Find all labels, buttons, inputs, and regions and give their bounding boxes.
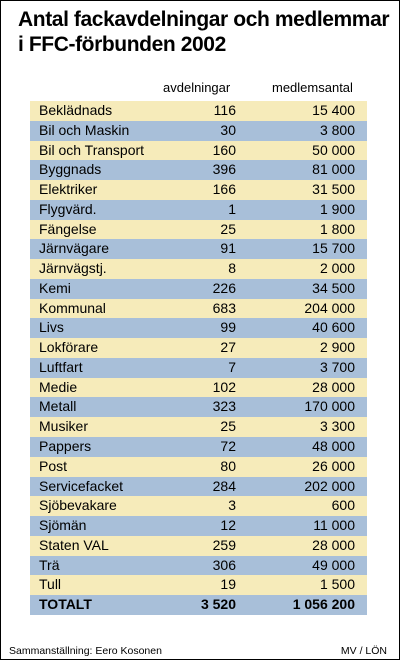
row-medlemsantal: 170 000 [304,398,355,415]
row-name: Pappers [39,438,92,455]
table-row [30,239,367,259]
table-row [30,220,367,240]
table-row [30,180,367,200]
row-medlemsantal: 3 300 [319,418,355,435]
row-name: Elektriker [39,181,98,198]
row-avdelningar: 19 [220,576,236,593]
row-name: Tull [39,576,62,593]
row-name: Fängelse [39,220,97,237]
table-row [30,358,367,378]
row-name: Musiker [39,418,89,435]
table-row [30,318,367,338]
row-avdelningar: 25 [220,418,236,435]
row-avdelningar: 160 [212,141,236,158]
row-avdelningar: 27 [220,339,236,356]
row-name: Järnvägstj. [39,260,107,277]
row-medlemsantal: 204 000 [304,299,355,316]
row-avdelningar: 12 [220,517,236,534]
footer-source: MV / LÖN [340,645,387,657]
row-medlemsantal: 40 600 [312,319,355,336]
table-row [30,397,367,417]
row-medlemsantal: 202 000 [304,477,355,494]
row-medlemsantal: 2 900 [319,339,355,356]
row-medlemsantal: 1 900 [319,200,355,217]
row-medlemsantal: 28 000 [312,536,355,553]
table-row [30,437,367,457]
row-medlemsantal: 11 000 [313,517,355,534]
row-medlemsantal: 26 000 [312,457,355,474]
row-medlemsantal: 15 400 [312,102,355,118]
column-header-avdelningar: avdelningar [163,80,231,95]
row-name: Medie [39,378,78,395]
total-row [30,595,367,615]
table-row [30,338,367,358]
table-row [30,457,367,477]
table-row [30,101,367,121]
row-name: Bil och Transport [39,141,145,158]
row-medlemsantal: 48 000 [312,438,355,455]
table-row [30,121,367,141]
row-avdelningar: 396 [212,161,236,178]
table-row [30,141,367,161]
table-row [30,160,367,180]
table-row [30,575,367,595]
table-row [30,279,367,299]
row-medlemsantal: 34 500 [312,279,355,296]
row-medlemsantal: 1 800 [319,220,355,237]
table-row [30,536,367,556]
row-name: Post [39,457,68,474]
row-medlemsantal: 50 000 [312,141,355,158]
row-name: Kemi [39,279,71,296]
row-avdelningar: 30 [220,121,236,138]
row-name: Servicefacket [39,477,124,494]
row-avdelningar: 306 [212,556,236,573]
table-row [30,496,367,516]
total-label: TOTALT [39,596,92,613]
row-medlemsantal: 31 500 [312,181,355,198]
row-name: Staten VAL [39,536,109,553]
column-header-medlemsantal: medlemsantal [272,80,353,95]
row-avdelningar: 8 [228,260,236,277]
row-medlemsantal: 28 000 [312,378,355,395]
row-avdelningar: 25 [220,220,236,237]
chart-title-line-1: Antal fackavdelningar och medlemmar [18,8,390,31]
chart-title [18,7,389,57]
row-medlemsantal: 3 800 [319,121,355,138]
row-avdelningar: 259 [212,536,236,553]
row-name: Bil och Maskin [39,121,130,138]
table-row [30,516,367,536]
data-table [30,101,367,615]
row-name: Trä [39,556,60,573]
row-name: Metall [39,398,77,415]
row-avdelningar: 226 [212,279,236,296]
footer-credit: Sammanställning: Eero Kosonen [9,645,162,657]
row-name: Livs [39,319,64,336]
table-row [30,299,367,319]
row-avdelningar: 284 [212,477,236,494]
row-name: Sjöbevakare [39,497,117,514]
table-row [30,378,367,398]
table-row [30,259,367,279]
row-medlemsantal: 81 000 [312,161,355,178]
row-avdelningar: 323 [212,398,236,415]
row-avdelningar: 1 [228,200,236,217]
row-name: Luftfart [39,358,83,375]
row-name: Kommunal [39,299,106,316]
row-medlemsantal: 600 [331,497,355,514]
row-name: Byggnads [39,161,102,178]
row-name: Lokförare [39,339,99,356]
row-medlemsantal: 15 700 [312,240,355,257]
row-medlemsantal: 2 000 [319,260,355,277]
row-avdelningar: 683 [212,299,236,316]
row-medlemsantal: 3 700 [319,358,355,375]
total-medlemsantal: 1 056 200 [292,596,355,613]
table-row [30,200,367,220]
row-avdelningar: 99 [220,319,236,336]
chart-title-line-2: i FFC-förbunden 2002 [18,33,226,56]
row-name: Beklädnads [39,102,113,118]
row-avdelningar: 7 [228,358,236,375]
table-row [30,477,367,497]
total-avdelningar: 3 520 [200,596,236,613]
row-medlemsantal: 1 500 [319,576,355,593]
row-avdelningar: 80 [220,457,236,474]
row-avdelningar: 116 [213,102,236,118]
row-name: Sjömän [39,517,87,534]
row-avdelningar: 102 [212,378,236,395]
row-avdelningar: 3 [228,497,236,514]
row-avdelningar: 72 [220,438,236,455]
row-name: Järnvägare [39,240,110,257]
row-avdelningar: 91 [220,240,236,257]
row-medlemsantal: 49 000 [312,556,355,573]
table-row [30,417,367,437]
row-avdelningar: 166 [212,181,236,198]
row-name: Flygvärd. [39,200,97,217]
table-row [30,556,367,576]
